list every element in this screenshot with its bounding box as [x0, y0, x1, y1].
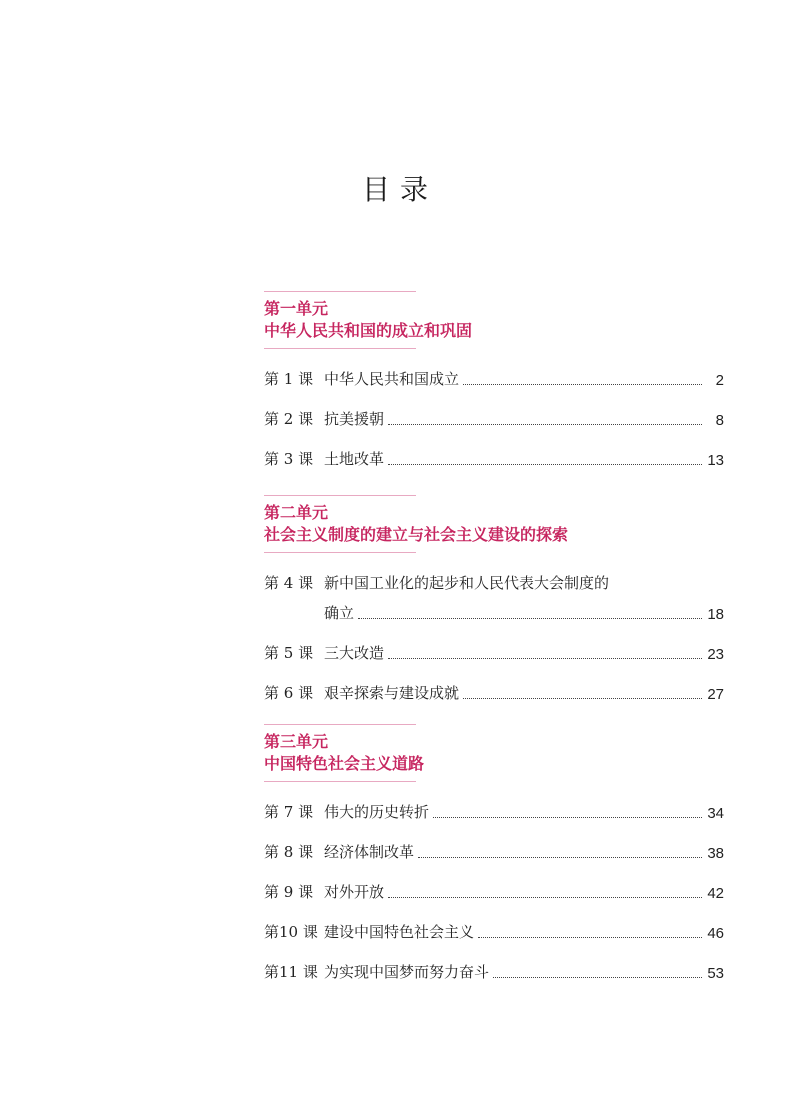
unit-2 — [264, 495, 724, 723]
toc-entry-lesson-2[interactable] — [264, 409, 724, 429]
toc-entry-lesson-5[interactable] — [264, 643, 724, 663]
lesson-title: 建设中国特色社会主义 — [324, 923, 475, 941]
dot-leader — [418, 857, 702, 858]
lesson-title: 新中国工业化的起步和人民代表大会制度的 — [324, 574, 610, 592]
lesson-number: 第 1 课 — [264, 370, 314, 388]
unit-top-rule — [264, 291, 416, 292]
lesson-number: 第 5 课 — [264, 644, 314, 662]
page-number: 34 — [707, 805, 724, 822]
page-number: 42 — [707, 885, 724, 902]
dot-leader — [358, 618, 702, 619]
page-title: 目录 — [361, 173, 438, 206]
unit-1 — [264, 291, 724, 489]
page-number: 23 — [707, 646, 724, 663]
toc-entry-lesson-1[interactable] — [264, 369, 724, 389]
dot-leader — [388, 464, 702, 465]
dot-leader — [478, 937, 702, 938]
dot-leader — [388, 897, 702, 898]
lesson-title: 艰辛探索与建设成就 — [324, 684, 460, 702]
unit-number: 第二单元 — [264, 503, 329, 522]
lesson-number: 第 8 课 — [264, 843, 314, 861]
unit-bottom-rule — [264, 348, 416, 349]
unit-title: 社会主义制度的建立与社会主义建设的探索 — [264, 525, 569, 544]
toc-entry-lesson-10[interactable] — [264, 922, 724, 942]
unit-top-rule — [264, 495, 416, 496]
lesson-title-continued: 确立 — [324, 604, 355, 622]
lesson-number: 第11 课 — [264, 963, 318, 981]
unit-3 — [264, 724, 724, 1002]
lesson-list — [264, 369, 724, 469]
dot-leader — [388, 424, 702, 425]
page-number: 46 — [707, 925, 724, 942]
page-number: 2 — [715, 372, 724, 389]
lesson-list — [264, 802, 724, 982]
lesson-title: 土地改革 — [324, 450, 385, 468]
page-number: 8 — [715, 412, 724, 429]
lesson-number: 第 9 课 — [264, 883, 314, 901]
toc-entry-lesson-8[interactable] — [264, 842, 724, 862]
unit-bottom-rule — [264, 552, 416, 553]
page-number: 53 — [707, 965, 724, 982]
lesson-title: 抗美援朝 — [324, 410, 385, 428]
page-number: 38 — [707, 845, 724, 862]
dot-leader — [388, 658, 702, 659]
lesson-title: 三大改造 — [324, 644, 385, 662]
lesson-title: 对外开放 — [324, 883, 385, 901]
lesson-number: 第 4 课 — [264, 574, 314, 592]
page-number: 13 — [707, 452, 724, 469]
dot-leader — [463, 384, 702, 385]
unit-bottom-rule — [264, 781, 416, 782]
toc-entry-lesson-4[interactable] — [264, 573, 724, 623]
toc-entry-lesson-3[interactable] — [264, 449, 724, 469]
unit-number: 第三单元 — [264, 732, 329, 751]
page-number: 18 — [707, 606, 724, 623]
toc-entry-lesson-11[interactable] — [264, 962, 724, 982]
lesson-number: 第 2 课 — [264, 410, 314, 428]
dot-leader — [493, 977, 702, 978]
lesson-number: 第 3 课 — [264, 450, 314, 468]
toc-entry-lesson-6[interactable] — [264, 683, 724, 703]
lesson-title: 中华人民共和国成立 — [324, 370, 460, 388]
toc-entry-lesson-7[interactable] — [264, 802, 724, 822]
lesson-title: 伟大的历史转折 — [324, 803, 430, 821]
toc-entry-lesson-9[interactable] — [264, 882, 724, 902]
unit-title: 中国特色社会主义道路 — [264, 754, 425, 773]
unit-title: 中华人民共和国的成立和巩固 — [264, 321, 473, 340]
unit-number: 第一单元 — [264, 299, 329, 318]
dot-leader — [463, 698, 702, 699]
lesson-title: 经济体制改革 — [324, 843, 415, 861]
lesson-title: 为实现中国梦而努力奋斗 — [324, 963, 490, 981]
unit-top-rule — [264, 724, 416, 725]
lesson-list — [264, 573, 724, 703]
page-number: 27 — [707, 686, 724, 703]
lesson-number: 第 7 课 — [264, 803, 314, 821]
lesson-number: 第 6 课 — [264, 684, 314, 702]
dot-leader — [433, 817, 702, 818]
lesson-number: 第10 课 — [264, 923, 318, 941]
